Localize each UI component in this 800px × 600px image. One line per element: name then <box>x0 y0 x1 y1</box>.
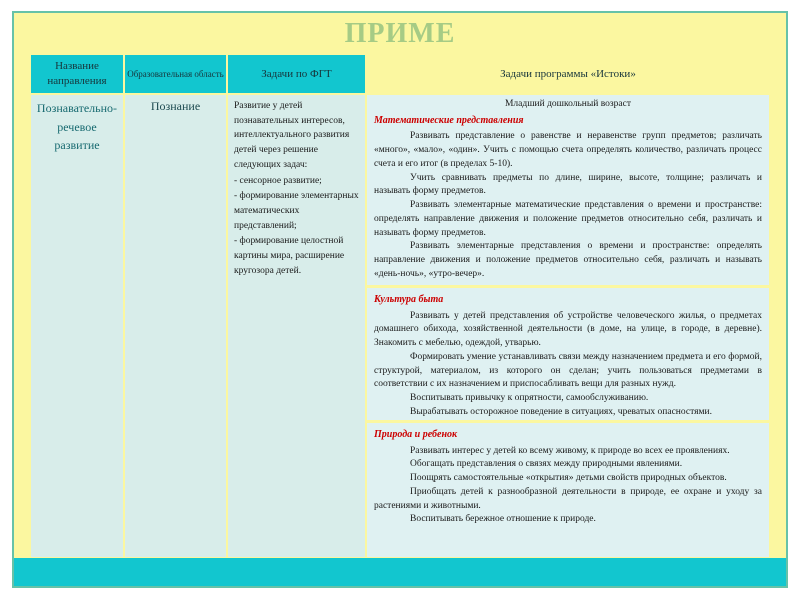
header-educational-area: Образовательная область <box>125 55 226 93</box>
presentation-slide <box>12 11 788 588</box>
section-heading: Природа и ребенок <box>374 429 458 440</box>
task-paragraph: Воспитывать бережное отношение к природе. <box>410 514 596 525</box>
cell-fgt-tasks <box>228 95 365 557</box>
task-paragraph: Обогащать представления о связях между природными явлениями. <box>410 459 683 470</box>
task-paragraph: Вырабатывать осторожное поведение в ситуациях, чреватых опасностями. <box>410 406 712 417</box>
table-header-row <box>31 55 769 93</box>
section-nature-and-child <box>367 423 769 557</box>
task-paragraph: Развивать интерес у детей ко всему живому, к природе во всех ее проявлениях. <box>410 445 730 456</box>
task-paragraph: Приобщать детей к разнообразной деятельности в природе, ее охране и уходу за растениями и животными. <box>374 486 762 511</box>
cell-educational-area: Познание <box>125 95 226 557</box>
task-paragraph: Учить сравнивать предметы по длине, ширине, высоте, толщине; различать и называть форму предметов. <box>374 172 762 197</box>
task-paragraph: Формировать умение устанавливать связи между назначением предмета и его формой, структурой, материалом, из которого он сделан; учить пользоваться предметами в соответствии с их назначением и приспосабливать вещи для разных нужд. <box>374 351 762 390</box>
section-heading: Математические представления <box>374 114 524 126</box>
header-fgt-tasks: Задачи по ФГТ <box>228 55 365 93</box>
section-math-representations <box>367 95 769 285</box>
task-paragraph: Воспитывать привычку к опрятности, самообслуживанию. <box>410 393 649 404</box>
fgt-paragraph: Развитие у детей познавательных интересов, интеллектуального развития детей через решение следующих задач: <box>234 101 350 170</box>
task-paragraph: Развивать элементарные представления о времени и пространстве: определять направление движения и положение предметов относительно себя, различать и называть «день-ночь», «утро-вечер». <box>374 241 762 279</box>
cell-istoki-tasks <box>367 95 769 557</box>
header-direction-name: Название направления <box>31 55 123 93</box>
fgt-paragraph: - формирование элементарных математических представлений; <box>234 191 359 231</box>
fgt-paragraph: - сенсорное развитие; <box>234 175 322 186</box>
fgt-paragraph: - формирование целостной картины мира, расширение кругозора детей. <box>234 236 345 276</box>
task-paragraph: Поощрять самостоятельные «открытия» детьми свойств природных объектов. <box>410 473 727 484</box>
section-culture-of-life <box>367 288 769 420</box>
cell-direction-name: Познавательно-речевое развитие <box>31 95 123 557</box>
task-paragraph: Развивать элементарные математические представления о времени и пространстве: определять направление движения и положение предметов относительно себя, различать и называть форму предметов. <box>374 200 762 238</box>
task-paragraph: Развивать представление о равенстве и неравенстве групп предметов; различать «много», «мало», «один». Учить с помощью счета определять количество, различать процесс счета и его итог (в пределах 5-10). <box>374 131 762 169</box>
slide-bottom-band <box>14 558 786 586</box>
slide-title: ПРИМЕ <box>344 18 456 49</box>
program-tasks-table <box>31 55 769 557</box>
header-istoki-tasks: Задачи программы «Истоки» <box>367 55 769 93</box>
task-paragraph: Развивать у детей представления об устройстве человеческого жилья, о предметах домашнего обихода, хозяйственной деятельности (в доме, на улице, в городе, в деревне). Знакомить с мебелью, одеждой, утварью. <box>374 310 762 349</box>
age-group-heading: Младший дошкольный возраст <box>504 99 631 109</box>
table-body-row <box>31 95 769 557</box>
section-heading: Культура быта <box>374 294 444 305</box>
